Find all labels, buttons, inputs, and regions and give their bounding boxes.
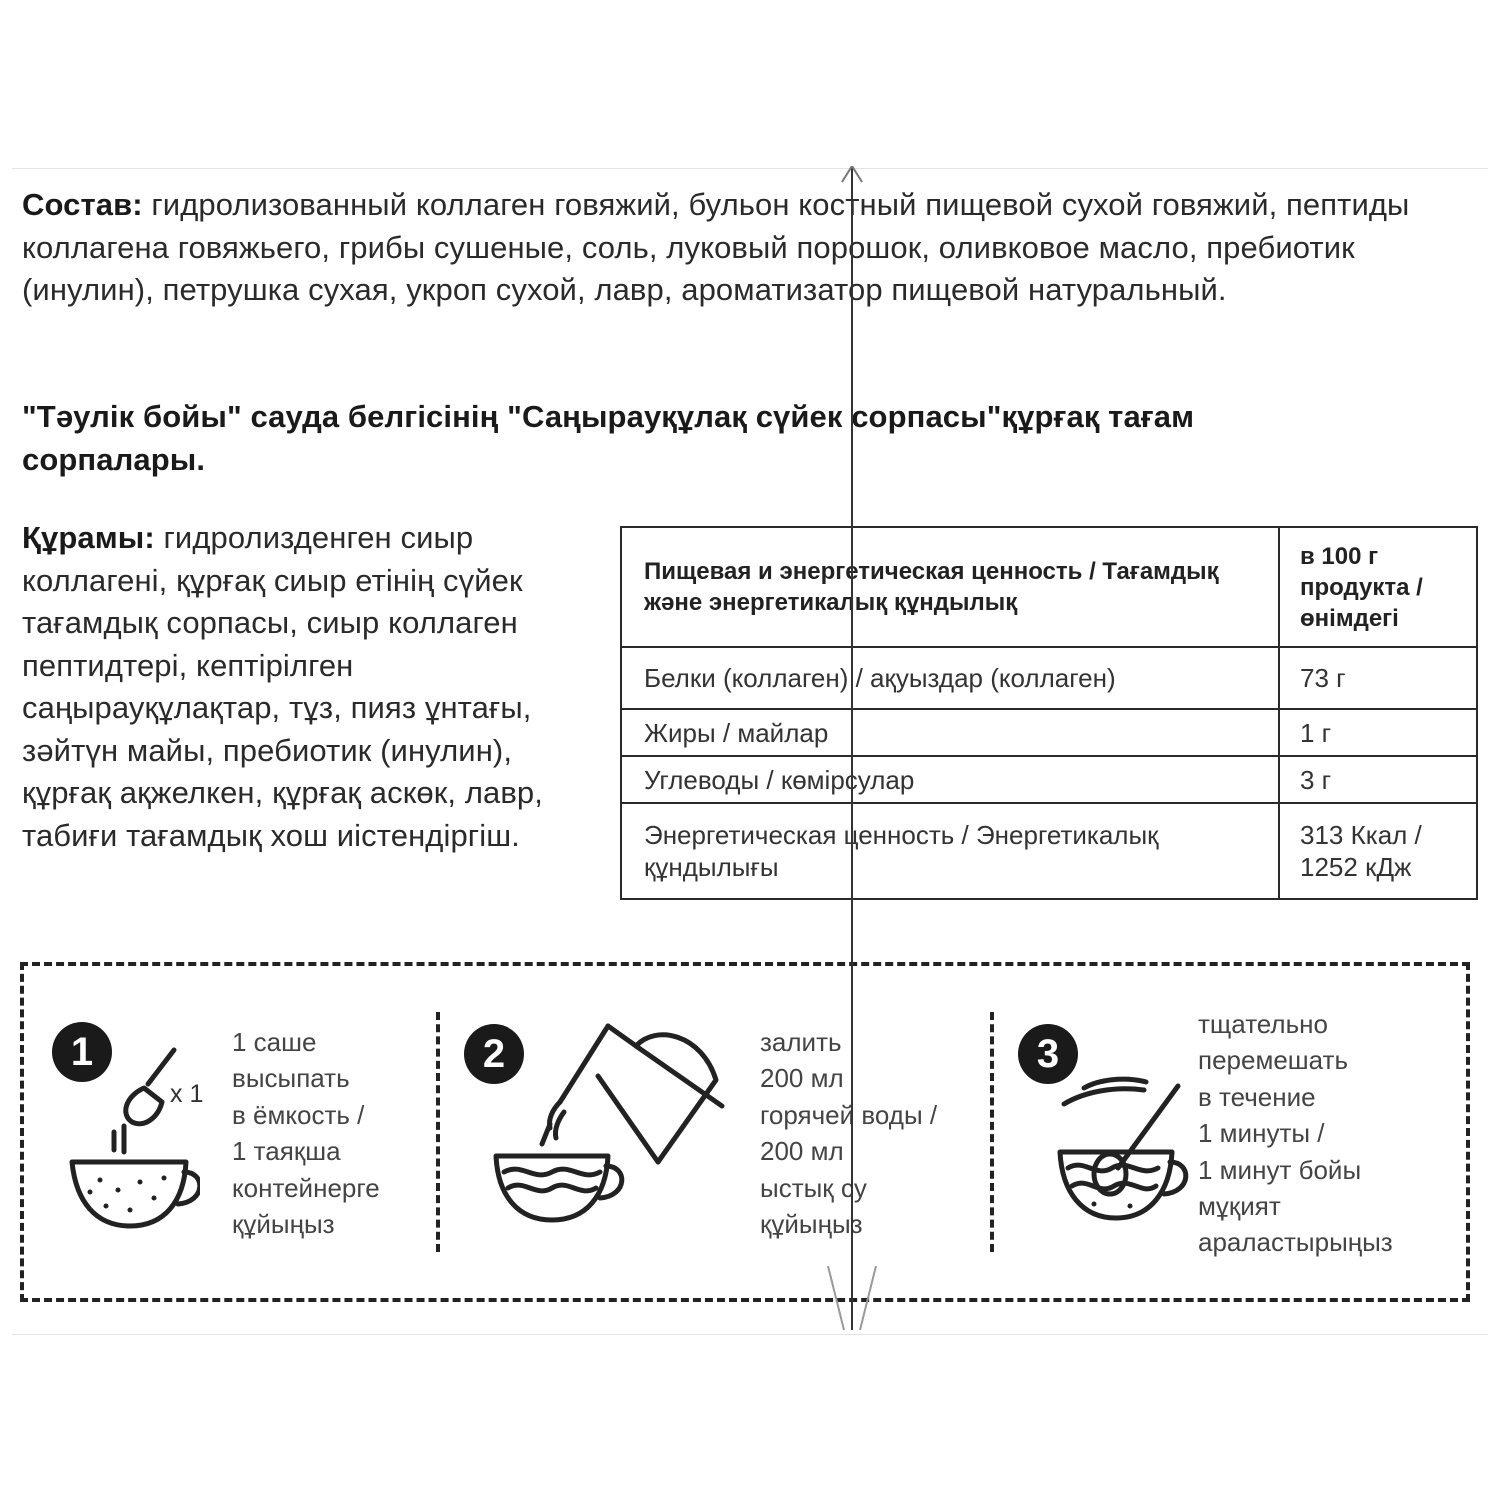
nutrition-header-value: в 100 г продукта / өнімдегі [1279, 527, 1477, 647]
nutrition-row-value: 73 г [1279, 647, 1477, 709]
step-1-text: 1 саше высыпать в ёмкость / 1 таяқша контейнерге құйыңыз [232, 1027, 380, 1240]
nutrition-header-name: Пищевая и энергетическая ценность / Тағамдық және энергетикалық құндылық [621, 527, 1279, 647]
composition-kz [22, 517, 602, 857]
step-3-number: 3 [1018, 1024, 1078, 1084]
composition-kz-label: Құрамы: [22, 520, 155, 555]
nutrition-row-value: 1 г [1279, 709, 1477, 756]
nutrition-row [621, 647, 1477, 709]
nutrition-row [621, 709, 1477, 756]
sachet-pour-icon [60, 1040, 200, 1240]
nutrition-row-value: 313 Ккал / 1252 кДж [1279, 803, 1477, 899]
brand-title: "Тәулік бойы" сауда белгісінің "Саңырауқұлақ сүйек сорпасы"құрғақ тағам сорпалары. [22, 399, 1195, 477]
nutrition-row-name: Белки (коллаген) / ақуыздар (коллаген) [621, 647, 1279, 709]
nutrition-row [621, 756, 1477, 803]
composition-ru [22, 184, 1442, 312]
nutrition-row-name: Углеводы / көмірсулар [621, 756, 1279, 803]
step-3-text: тщательно перемешать в течение 1 минуты / 1 минут бойы мұқият араластырыңыз [1198, 1009, 1393, 1258]
composition-ru-text: гидролизованный коллаген говяжий, бульон костный пищевой сухой говяжий, пептиды коллагена говяжьего, грибы сушеные, соль, луковый порошок, оливковое масло, пребиотик (инулин), петрушка сухая, укроп сухой, лавр, ароматизатор пищевой натуральный. [22, 187, 1410, 307]
nutrition-header-row [621, 527, 1477, 647]
step-2-number: 2 [464, 1024, 524, 1084]
step-divider [436, 1012, 440, 1252]
nutrition-row-name: Жиры / майлар [621, 709, 1279, 756]
step-2-text: залить 200 мл горячей воды / 200 мл ыстық су құйыңыз [760, 1027, 938, 1240]
nutrition-row-value: 3 г [1279, 756, 1477, 803]
composition-ru-label: Состав: [22, 187, 143, 222]
stir-cup-icon [1054, 1068, 1194, 1238]
composition-kz-text: гидролизденген сиыр коллагені, құрғақ сиыр етінің сүйек тағамдық сорпасы, сиыр коллаген пептидтері, кептірілген саңырауқұлақтар, тұз, пияз ұнтағы, зәйтүн майы, пребиотик (инулин), құрғақ ақжелкен, құрғақ аскөк, лавр, табиғи тағамдық хош иістендіргіш. [22, 520, 543, 853]
nutrition-row-name: Энергетическая ценность / Энергетикалық құндылығы [621, 803, 1279, 899]
nutrition-table [620, 526, 1478, 900]
step-1-number: 1 [52, 1022, 112, 1082]
kettle-pour-icon [488, 1016, 728, 1236]
nutrition-row [621, 803, 1477, 899]
fold-guide-line [820, 166, 890, 1338]
sachet-quantity: x 1 [170, 1080, 204, 1108]
step-divider [990, 1012, 994, 1252]
